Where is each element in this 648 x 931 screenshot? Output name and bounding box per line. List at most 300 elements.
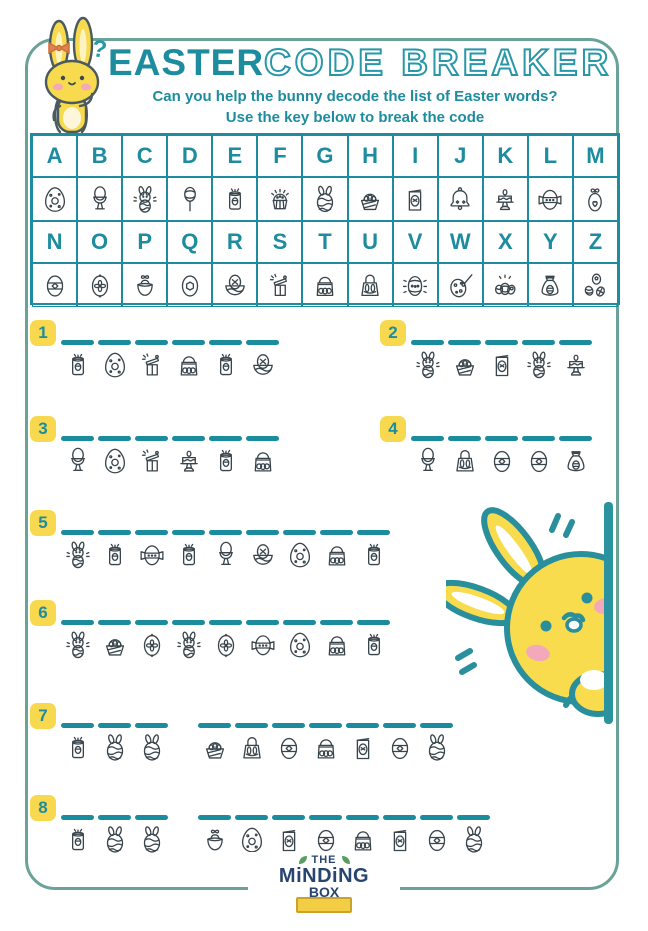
code-letter-cell [209, 340, 242, 380]
answer-blank [457, 815, 490, 820]
key-icon-cell-Q [167, 263, 212, 307]
egg-cup-icon [63, 446, 93, 476]
spotted-egg-icon [100, 446, 130, 476]
answer-blank [61, 620, 94, 625]
bell-icon [445, 184, 475, 214]
puzzle-word [61, 815, 172, 855]
code-letter-cell [346, 815, 379, 855]
egg-bag-icon [174, 350, 204, 380]
answer-blank [246, 436, 279, 441]
candle-jar-icon [359, 630, 389, 660]
answer-blank [320, 620, 353, 625]
puzzle-word [411, 436, 596, 476]
key-letter-E: E [212, 135, 257, 177]
puzzle-number-badge: 8 [30, 795, 56, 821]
bow-basket-icon [130, 270, 160, 300]
answer-blank [357, 620, 390, 625]
candle-jar-icon [63, 350, 93, 380]
code-letter-cell [61, 436, 94, 476]
painted-egg-brush-icon [445, 270, 475, 300]
code-letter-cell [411, 436, 444, 476]
code-letter-cell [98, 340, 131, 380]
egg-cup-icon [413, 446, 443, 476]
cupcake-icon [265, 184, 295, 214]
key-letter-X: X [483, 221, 528, 263]
bunny-egg-icon [130, 184, 160, 214]
logo-line-minding: MiNDiNG [278, 865, 370, 887]
code-letter-cell [61, 620, 94, 660]
flower-egg-icon [137, 630, 167, 660]
puzzle-words [411, 340, 596, 380]
egg-sack-icon [561, 446, 591, 476]
puzzle-number-badge: 3 [30, 416, 56, 442]
answer-blank [198, 723, 231, 728]
puzzle-word [198, 723, 457, 763]
puzzle-words [61, 815, 494, 855]
decorative-teal-bar [604, 502, 613, 724]
key-icon-cell-U [348, 263, 393, 307]
egg-basket-icon [200, 733, 230, 763]
key-icon-cell-L [528, 177, 573, 221]
key-icon-cell-W [438, 263, 483, 307]
key-icon-cell-A [32, 177, 77, 221]
code-letter-cell [485, 340, 518, 380]
ornament-egg-icon [580, 184, 610, 214]
key-icon-cell-T [302, 263, 347, 307]
answer-blank [135, 530, 168, 535]
answer-blank [98, 530, 131, 535]
puzzle-row-1 [30, 320, 283, 380]
code-letter-cell [320, 620, 353, 660]
code-letter-cell [522, 436, 555, 476]
key-letter-I: I [393, 135, 438, 177]
code-letter-cell [357, 530, 390, 570]
puzzle-words [61, 723, 457, 763]
code-letter-cell [198, 723, 231, 763]
code-letter-cell [172, 436, 205, 476]
code-letter-cell [61, 723, 94, 763]
bunny-egg-icon [174, 630, 204, 660]
easter-card-icon [385, 825, 415, 855]
answer-blank [61, 815, 94, 820]
bunny-ears-egg-icon [137, 825, 167, 855]
answer-blank [135, 340, 168, 345]
code-letter-cell [135, 723, 168, 763]
diamond-egg-icon [487, 446, 517, 476]
key-letter-Y: Y [528, 221, 573, 263]
key-letter-T: T [302, 221, 347, 263]
key-icon-cell-M [573, 177, 618, 221]
code-letter-cell [61, 815, 94, 855]
puzzle-row-4 [380, 416, 596, 476]
egg-bag-icon [322, 540, 352, 570]
egg-bag-icon [348, 825, 378, 855]
code-key-table [30, 133, 620, 305]
answer-blank [357, 530, 390, 535]
answer-blank [411, 340, 444, 345]
answer-blank [346, 815, 379, 820]
key-icon-cell-R [212, 263, 257, 307]
answer-blank [420, 815, 453, 820]
puzzle-row-7 [30, 703, 457, 763]
key-letter-L: L [528, 135, 573, 177]
puzzle-row-2 [380, 320, 596, 380]
answer-blank [135, 723, 168, 728]
easter-card-icon [274, 825, 304, 855]
code-letter-cell [61, 530, 94, 570]
key-letter-A: A [32, 135, 77, 177]
egg-bag-icon [248, 446, 278, 476]
title-easter: EASTER [108, 42, 265, 83]
key-letter-B: B [77, 135, 122, 177]
key-icon-cell-S [257, 263, 302, 307]
bunny-egg-icon [63, 540, 93, 570]
code-letter-cell [346, 723, 379, 763]
cake-stand-icon [561, 350, 591, 380]
key-letter-V: V [393, 221, 438, 263]
puzzle-number-badge: 7 [30, 703, 56, 729]
bunny-egg-icon [413, 350, 443, 380]
puzzle-row-3 [30, 416, 283, 476]
answer-blank [135, 815, 168, 820]
egg-cup-icon [211, 540, 241, 570]
key-letter-R: R [212, 221, 257, 263]
answer-blank [485, 340, 518, 345]
flower-egg-icon [211, 630, 241, 660]
code-letter-cell [61, 340, 94, 380]
code-letter-cell [135, 340, 168, 380]
egg-lollipop-icon [175, 184, 205, 214]
bunny-in-bag-icon [355, 270, 385, 300]
key-letter-M: M [573, 135, 618, 177]
key-letter-Z: Z [573, 221, 618, 263]
key-icon-cell-F [257, 177, 302, 221]
leaf-icon [298, 855, 308, 865]
answer-blank [411, 436, 444, 441]
candle-jar-icon [359, 540, 389, 570]
logo-line-box: BOX [308, 884, 340, 900]
key-letter-D: D [167, 135, 212, 177]
spotted-egg-icon [40, 184, 70, 214]
answer-blank [559, 436, 592, 441]
key-icon-cell-P [122, 263, 167, 307]
egg-bag-icon [310, 270, 340, 300]
key-icon-cell-E [212, 177, 257, 221]
puzzle-words [61, 620, 394, 660]
code-letter-cell [246, 436, 279, 476]
gift-box-icon [265, 270, 295, 300]
candle-jar-icon [211, 350, 241, 380]
leaf-icon [341, 855, 351, 865]
answer-blank [98, 723, 131, 728]
answer-blank [246, 620, 279, 625]
key-letter-G: G [302, 135, 347, 177]
gift-box-icon [137, 350, 167, 380]
spotted-egg-icon [285, 540, 315, 570]
banner-egg-icon [137, 540, 167, 570]
key-letter-S: S [257, 221, 302, 263]
code-letter-cell [98, 815, 131, 855]
code-letter-cell [98, 530, 131, 570]
bunny-ears-egg-icon [137, 733, 167, 763]
code-letter-cell [485, 436, 518, 476]
bunny-ears-egg-icon [100, 825, 130, 855]
code-letter-cell [320, 530, 353, 570]
candle-jar-icon [220, 184, 250, 214]
flower-egg-icon [85, 270, 115, 300]
puzzle-row-6 [30, 600, 394, 660]
answer-blank [61, 530, 94, 535]
code-letter-cell [283, 530, 316, 570]
answer-blank [448, 436, 481, 441]
key-letter-H: H [348, 135, 393, 177]
answer-blank [383, 723, 416, 728]
cake-stand-icon [490, 184, 520, 214]
code-letter-cell [135, 620, 168, 660]
answer-blank [135, 620, 168, 625]
egg-cup-icon [85, 184, 115, 214]
code-letter-cell [246, 620, 279, 660]
candle-jar-icon [174, 540, 204, 570]
key-letter-F: F [257, 135, 302, 177]
candle-jar-icon [211, 446, 241, 476]
answer-blank [383, 815, 416, 820]
key-icon-cell-B [77, 177, 122, 221]
diamond-egg-icon [422, 825, 452, 855]
answer-blank [172, 530, 205, 535]
puzzle-word [61, 340, 283, 380]
spotted-egg-icon [100, 350, 130, 380]
answer-blank [61, 723, 94, 728]
diamond-egg-icon [311, 825, 341, 855]
easter-card-icon [348, 733, 378, 763]
answer-blank [246, 530, 279, 535]
answer-blank [209, 436, 242, 441]
answer-blank [485, 436, 518, 441]
hexagon-egg-icon [175, 270, 205, 300]
key-letter-O: O [77, 221, 122, 263]
code-letter-cell [135, 815, 168, 855]
answer-blank [61, 340, 94, 345]
question-mark: ? [90, 35, 109, 64]
code-letter-cell [209, 436, 242, 476]
answer-blank [272, 815, 305, 820]
puzzle-words [411, 436, 596, 476]
key-letter-K: K [483, 135, 528, 177]
code-letter-cell [98, 620, 131, 660]
bunny-ears-egg-icon [422, 733, 452, 763]
puzzle-number-badge: 2 [380, 320, 406, 346]
code-letter-cell [383, 815, 416, 855]
egg-basket-icon [100, 630, 130, 660]
peeking-bunny-illustration [446, 498, 606, 724]
code-letter-cell [235, 815, 268, 855]
puzzle-word [198, 815, 494, 855]
puzzle-words [61, 340, 283, 380]
key-icon-cell-X [483, 263, 528, 307]
key-icon-cell-N [32, 263, 77, 307]
answer-blank [559, 340, 592, 345]
code-letter-cell [457, 815, 490, 855]
key-letter-U: U [348, 221, 393, 263]
answer-blank [209, 620, 242, 625]
puzzle-word [61, 530, 394, 570]
page-title [108, 42, 612, 84]
logo-the-text: THE [311, 854, 337, 866]
ribbon-egg-bowl-icon [220, 270, 250, 300]
key-icon-cell-C [122, 177, 167, 221]
code-letter-cell [172, 530, 205, 570]
bunny-in-bag-icon [450, 446, 480, 476]
code-letter-cell [272, 723, 305, 763]
bunny-ears-egg-icon [100, 733, 130, 763]
code-letter-cell [135, 436, 168, 476]
egg-basket-icon [450, 350, 480, 380]
key-letter-P: P [122, 221, 167, 263]
code-letter-cell [198, 815, 231, 855]
ribbon-egg-bowl-icon [248, 540, 278, 570]
easter-card-icon [400, 184, 430, 214]
code-letter-cell [172, 340, 205, 380]
answer-blank [246, 340, 279, 345]
puzzle-word [411, 340, 596, 380]
small-eggs-icon [580, 270, 610, 300]
code-letter-cell [272, 815, 305, 855]
egg-basket-icon [355, 184, 385, 214]
code-letter-cell [411, 340, 444, 380]
answer-blank [198, 815, 231, 820]
egg-trio-icon [490, 270, 520, 300]
answer-blank [283, 620, 316, 625]
puzzle-word [61, 620, 394, 660]
answer-blank [283, 530, 316, 535]
bunny-in-bag-icon [237, 733, 267, 763]
diamond-egg-icon [524, 446, 554, 476]
code-letter-cell [559, 436, 592, 476]
code-letter-cell [98, 436, 131, 476]
egg-sack-icon [535, 270, 565, 300]
answer-blank [346, 723, 379, 728]
code-letter-cell [309, 723, 342, 763]
diamond-egg-icon [40, 270, 70, 300]
gift-box-icon [137, 446, 167, 476]
code-letter-cell [209, 620, 242, 660]
answer-blank [209, 530, 242, 535]
answer-blank [98, 620, 131, 625]
instruction-line-2: Use the key below to break the code [225, 109, 485, 126]
code-letter-cell [209, 530, 242, 570]
code-letter-cell [559, 340, 592, 380]
answer-blank [309, 723, 342, 728]
answer-blank [309, 815, 342, 820]
code-letter-cell [309, 815, 342, 855]
spotted-egg-icon [237, 825, 267, 855]
code-letter-cell [420, 815, 453, 855]
egg-bag-icon [322, 630, 352, 660]
easter-card-icon [487, 350, 517, 380]
banner-egg-icon [535, 184, 565, 214]
diamond-egg-icon [385, 733, 415, 763]
answer-blank [61, 436, 94, 441]
candle-jar-icon [63, 825, 93, 855]
key-icon-cell-D [167, 177, 212, 221]
key-icon-cell-H [348, 177, 393, 221]
key-icon-cell-O [77, 263, 122, 307]
puzzle-number-badge: 5 [30, 510, 56, 536]
code-letter-cell [448, 436, 481, 476]
code-letter-cell [235, 723, 268, 763]
code-letter-cell [448, 340, 481, 380]
bow-basket-icon [200, 825, 230, 855]
answer-blank [522, 340, 555, 345]
answer-blank [209, 340, 242, 345]
puzzle-number-badge: 1 [30, 320, 56, 346]
candle-jar-icon [63, 733, 93, 763]
key-icon-cell-I [393, 177, 438, 221]
puzzle-words [61, 436, 283, 476]
answer-blank [235, 723, 268, 728]
brand-logo [248, 852, 400, 913]
bunny-egg-icon [524, 350, 554, 380]
puzzle-row-5 [30, 510, 394, 570]
answer-blank [135, 436, 168, 441]
egg-bag-icon [311, 733, 341, 763]
code-letter-cell [283, 620, 316, 660]
code-letter-cell [172, 620, 205, 660]
peeking-bunny-svg [446, 498, 606, 724]
key-letter-J: J [438, 135, 483, 177]
puzzle-row-8 [30, 795, 494, 855]
code-letter-cell [357, 620, 390, 660]
title-code-breaker: CODE BREAKER [264, 42, 613, 83]
instruction-line-1: Can you help the bunny decode the list of Easter words? [152, 88, 558, 105]
puzzle-number-badge: 4 [380, 416, 406, 442]
candle-jar-icon [100, 540, 130, 570]
puzzle-number-badge: 6 [30, 600, 56, 626]
key-icon-cell-K [483, 177, 528, 221]
key-icon-cell-V [393, 263, 438, 307]
code-letter-cell [522, 340, 555, 380]
answer-blank [522, 436, 555, 441]
answer-blank [98, 340, 131, 345]
answer-blank [98, 815, 131, 820]
code-letter-cell [383, 723, 416, 763]
answer-blank [235, 815, 268, 820]
puzzle-words [61, 530, 394, 570]
answer-blank [272, 723, 305, 728]
code-letter-cell [246, 530, 279, 570]
key-letter-C: C [122, 135, 167, 177]
key-letter-Q: Q [167, 221, 212, 263]
key-letter-W: W [438, 221, 483, 263]
code-letter-cell [98, 723, 131, 763]
key-letter-N: N [32, 221, 77, 263]
bunny-ears-egg-icon [310, 184, 340, 214]
answer-blank [172, 620, 205, 625]
code-letter-cell [135, 530, 168, 570]
banner-egg-icon [248, 630, 278, 660]
code-letter-cell [420, 723, 453, 763]
spotted-egg-icon [285, 630, 315, 660]
bunny-egg-icon [63, 630, 93, 660]
instructions [95, 86, 615, 128]
cake-stand-icon [174, 446, 204, 476]
answer-blank [172, 340, 205, 345]
puzzle-word [61, 436, 283, 476]
key-icon-cell-Z [573, 263, 618, 307]
answer-blank [172, 436, 205, 441]
answer-blank [98, 436, 131, 441]
